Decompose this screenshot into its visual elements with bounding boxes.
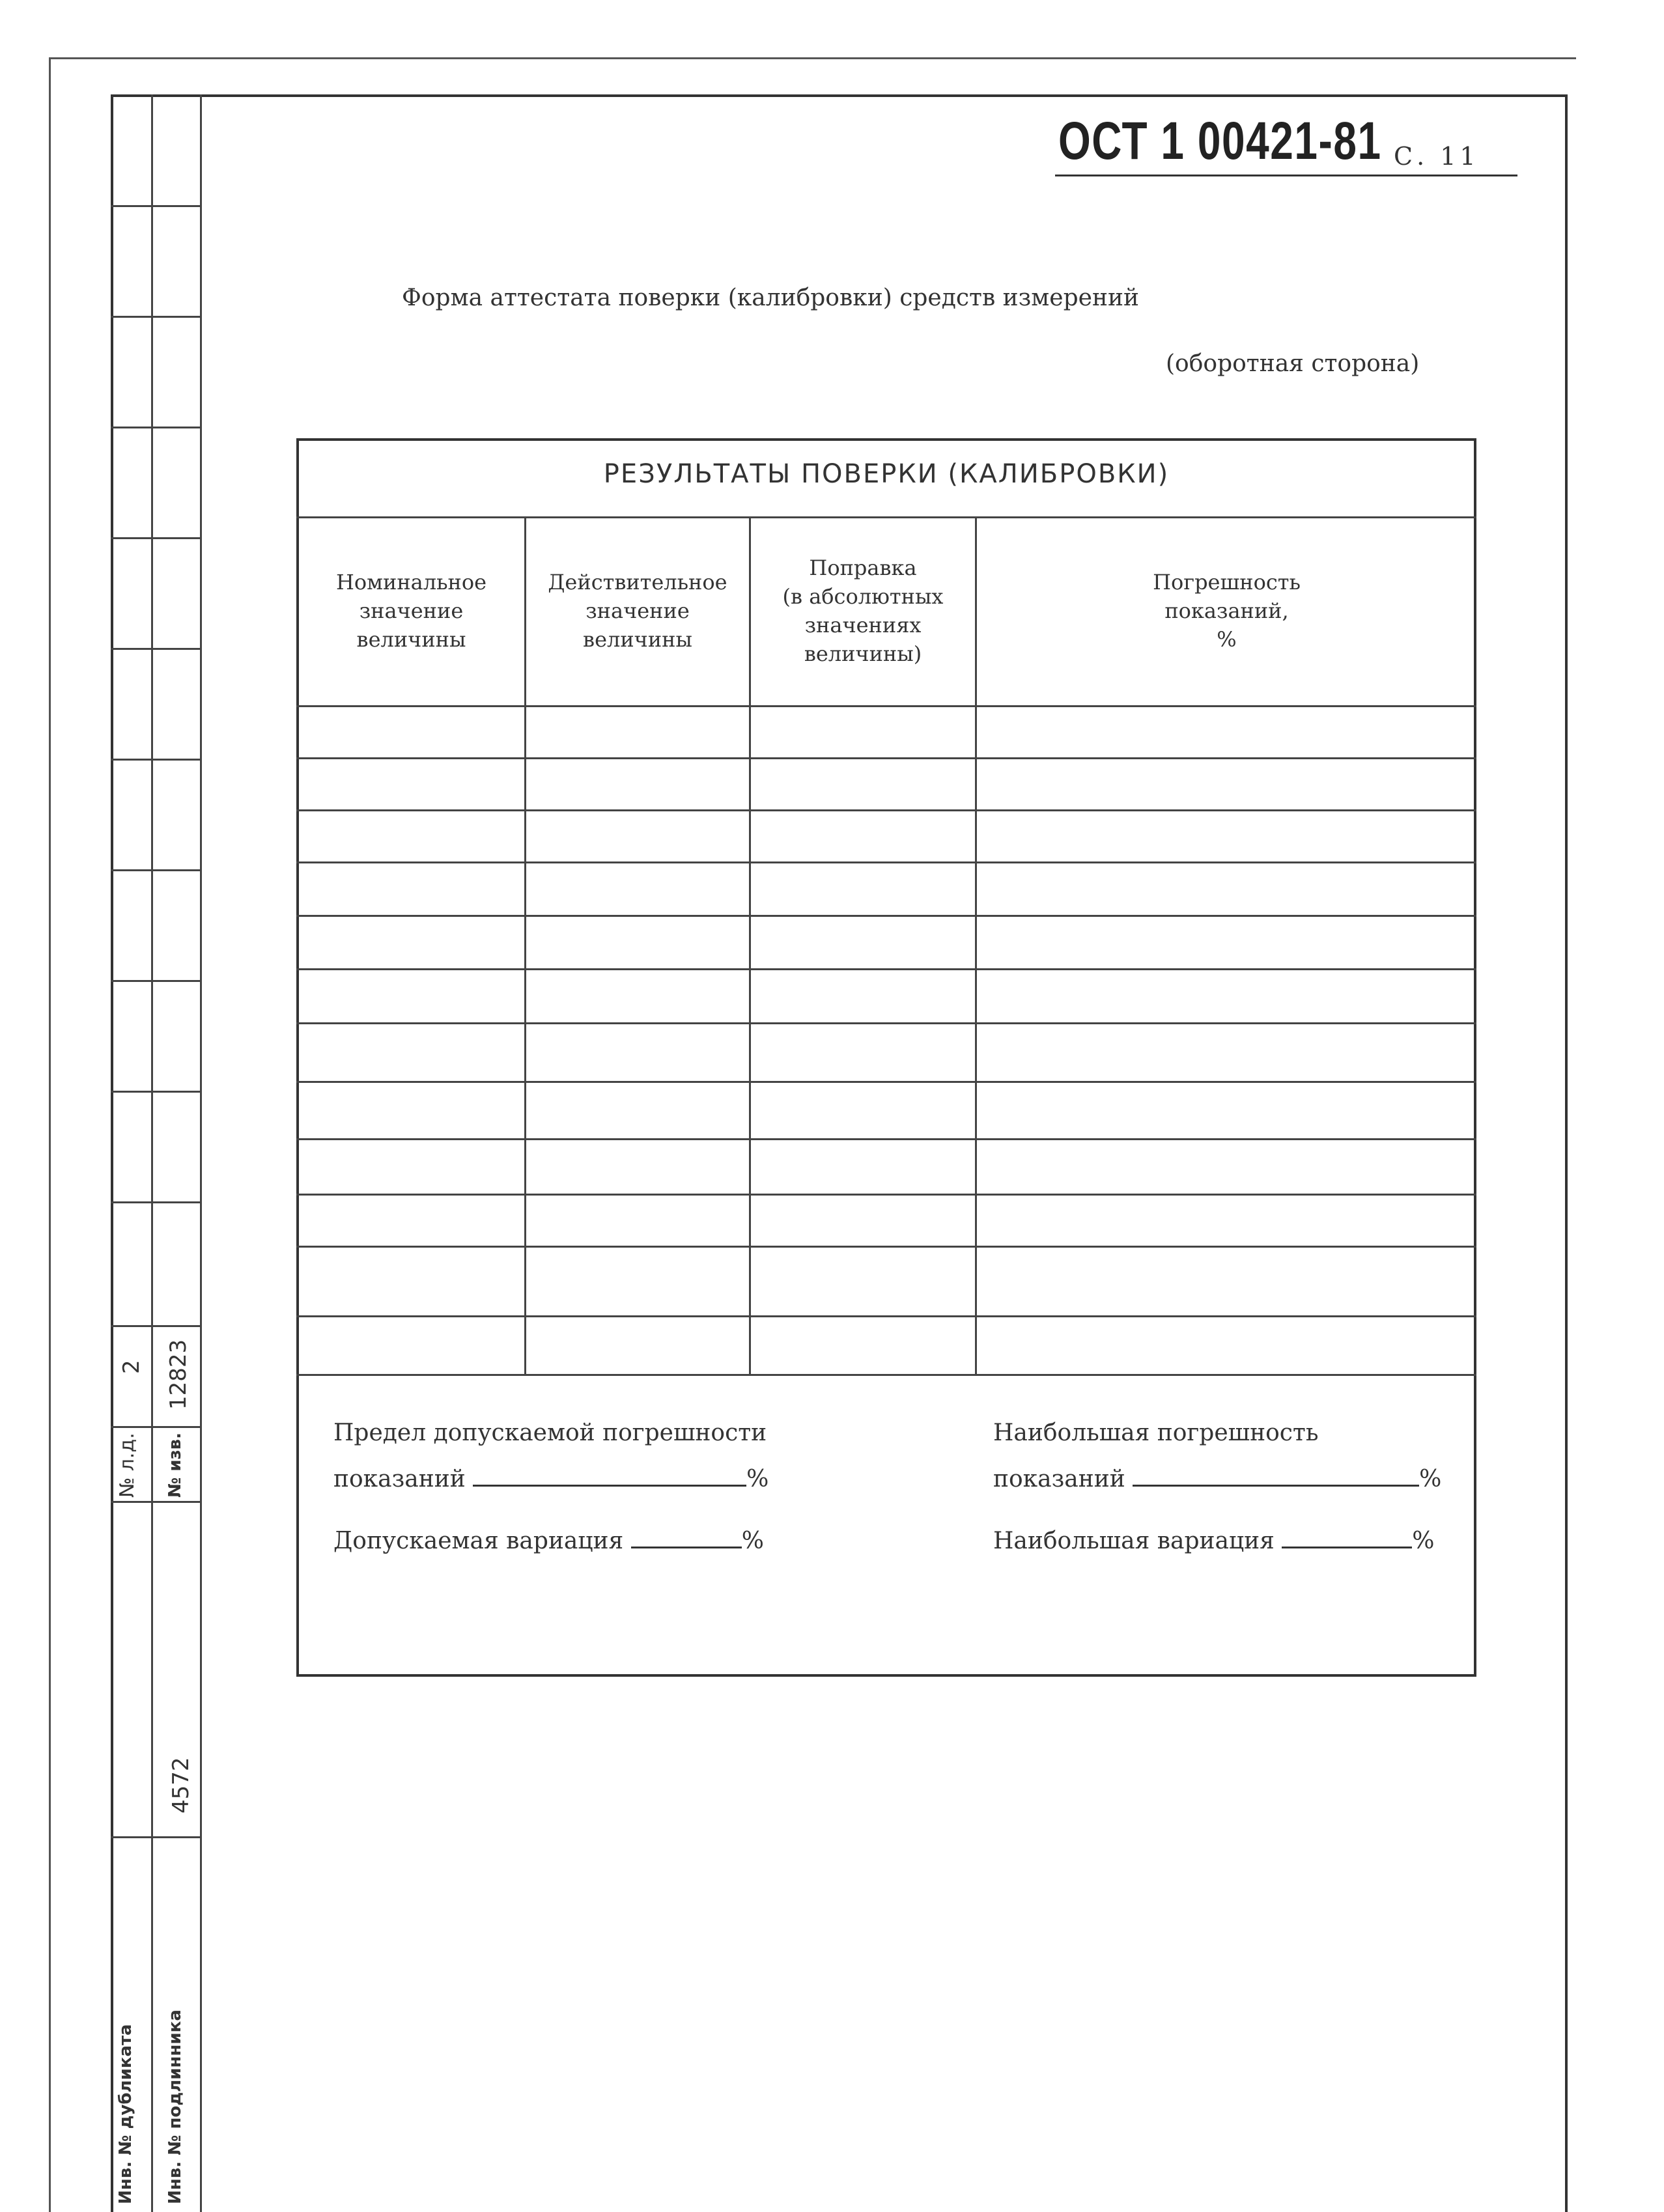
- margin-row-line: [111, 1836, 202, 1838]
- outer-frame-top: [49, 57, 1576, 59]
- margin-row-line: [111, 427, 202, 428]
- sheet-number-value: 2: [119, 1360, 145, 1374]
- table-bottom-line: [296, 1374, 1476, 1376]
- page-number: С. 11: [1394, 142, 1480, 171]
- table-row-line: [296, 809, 1476, 811]
- percent-sign: %: [1412, 1528, 1435, 1554]
- max-error-field: [993, 1465, 1441, 1492]
- header-line: величины: [356, 627, 466, 652]
- margin-row-line: [111, 1201, 202, 1203]
- column-header-nominal: [298, 568, 524, 654]
- table-row-line: [296, 757, 1476, 759]
- max-variation-field: [993, 1527, 1435, 1554]
- duplicate-inventory-label: Инв. № дубликата: [116, 2024, 135, 2204]
- header-line: значение: [585, 598, 690, 623]
- allowed-variation-blank[interactable]: [631, 1527, 742, 1548]
- header-line: %: [1217, 627, 1237, 652]
- margin-row-line: [111, 869, 202, 871]
- header-line: величины: [583, 627, 692, 652]
- error-limit-blank[interactable]: [473, 1465, 746, 1487]
- table-header-line: [296, 705, 1476, 707]
- table-title: РЕЗУЛЬТАТЫ ПОВЕРКИ (КАЛИБРОВКИ): [603, 459, 1170, 489]
- margin-divider: [151, 94, 153, 2212]
- table-row-line: [296, 1315, 1476, 1317]
- table-row-line: [296, 968, 1476, 970]
- percent-sign: %: [1419, 1466, 1442, 1492]
- margin-row-line: [111, 759, 202, 761]
- column-header-actual: [526, 568, 749, 654]
- field-label: Допускаемая вариация: [333, 1528, 624, 1554]
- column-header-correction: [751, 553, 975, 668]
- header-line: величины): [804, 641, 922, 666]
- table-header-line: [296, 516, 1476, 518]
- max-error-blank[interactable]: [1133, 1465, 1419, 1487]
- header-line: значение: [359, 598, 464, 623]
- header-line: показаний,: [1164, 598, 1289, 623]
- error-limit-label: Предел допускаемой погрешности: [333, 1420, 767, 1446]
- table-row-line: [296, 1022, 1476, 1024]
- field-label: показаний: [993, 1466, 1125, 1492]
- margin-row-line: [111, 1501, 202, 1503]
- outer-frame-left: [49, 57, 51, 2212]
- header-line: Номинальное: [335, 570, 487, 595]
- header-line: Погрешность: [1153, 570, 1301, 595]
- max-error-label: Наибольшая погрешность: [993, 1420, 1319, 1446]
- margin-stamp-column: [111, 94, 202, 2212]
- sheet-number-label: № л.д.: [116, 1433, 139, 1498]
- header-line: Действительное: [548, 570, 727, 595]
- percent-sign: %: [746, 1466, 769, 1492]
- column-header-error: [977, 568, 1476, 654]
- margin-row-line: [111, 537, 202, 539]
- form-subtitle: (оборотная сторона): [1166, 350, 1420, 377]
- field-label: Наибольшая вариация: [993, 1528, 1275, 1554]
- margin-divider: [200, 94, 202, 2212]
- margin-row-line: [111, 1325, 202, 1327]
- header-line: (в абсолютных: [782, 584, 944, 609]
- margin-row-line: [111, 648, 202, 650]
- margin-row-line: [111, 316, 202, 318]
- error-limit-field: [333, 1465, 769, 1492]
- table-row-line: [296, 1246, 1476, 1248]
- table-row-line: [296, 861, 1476, 863]
- margin-row-line: [111, 205, 202, 207]
- max-variation-blank[interactable]: [1282, 1527, 1412, 1548]
- table-row-line: [296, 915, 1476, 917]
- table-row-line: [296, 1194, 1476, 1196]
- margin-row-line: [111, 1091, 202, 1093]
- form-title: Форма аттестата поверки (калибровки) средств измерений: [402, 285, 1139, 311]
- original-inventory-value: 4572: [168, 1757, 194, 1813]
- change-number-value: 12823: [165, 1339, 191, 1410]
- original-inventory-label: Инв. № подлинника: [165, 2009, 185, 2204]
- header-line: значениях: [804, 613, 922, 637]
- table-row-line: [296, 1081, 1476, 1083]
- margin-row-line: [111, 1426, 202, 1428]
- header-underline: [1055, 175, 1517, 176]
- field-label: показаний: [333, 1466, 466, 1492]
- margin-row-line: [111, 980, 202, 982]
- change-number-label: № изв.: [165, 1433, 185, 1498]
- allowed-variation-field: [333, 1527, 764, 1554]
- table-row-line: [296, 1138, 1476, 1140]
- document-code: ОСТ 1 00421-81: [1058, 111, 1382, 171]
- percent-sign: %: [741, 1528, 764, 1554]
- header-line: Поправка: [809, 555, 917, 580]
